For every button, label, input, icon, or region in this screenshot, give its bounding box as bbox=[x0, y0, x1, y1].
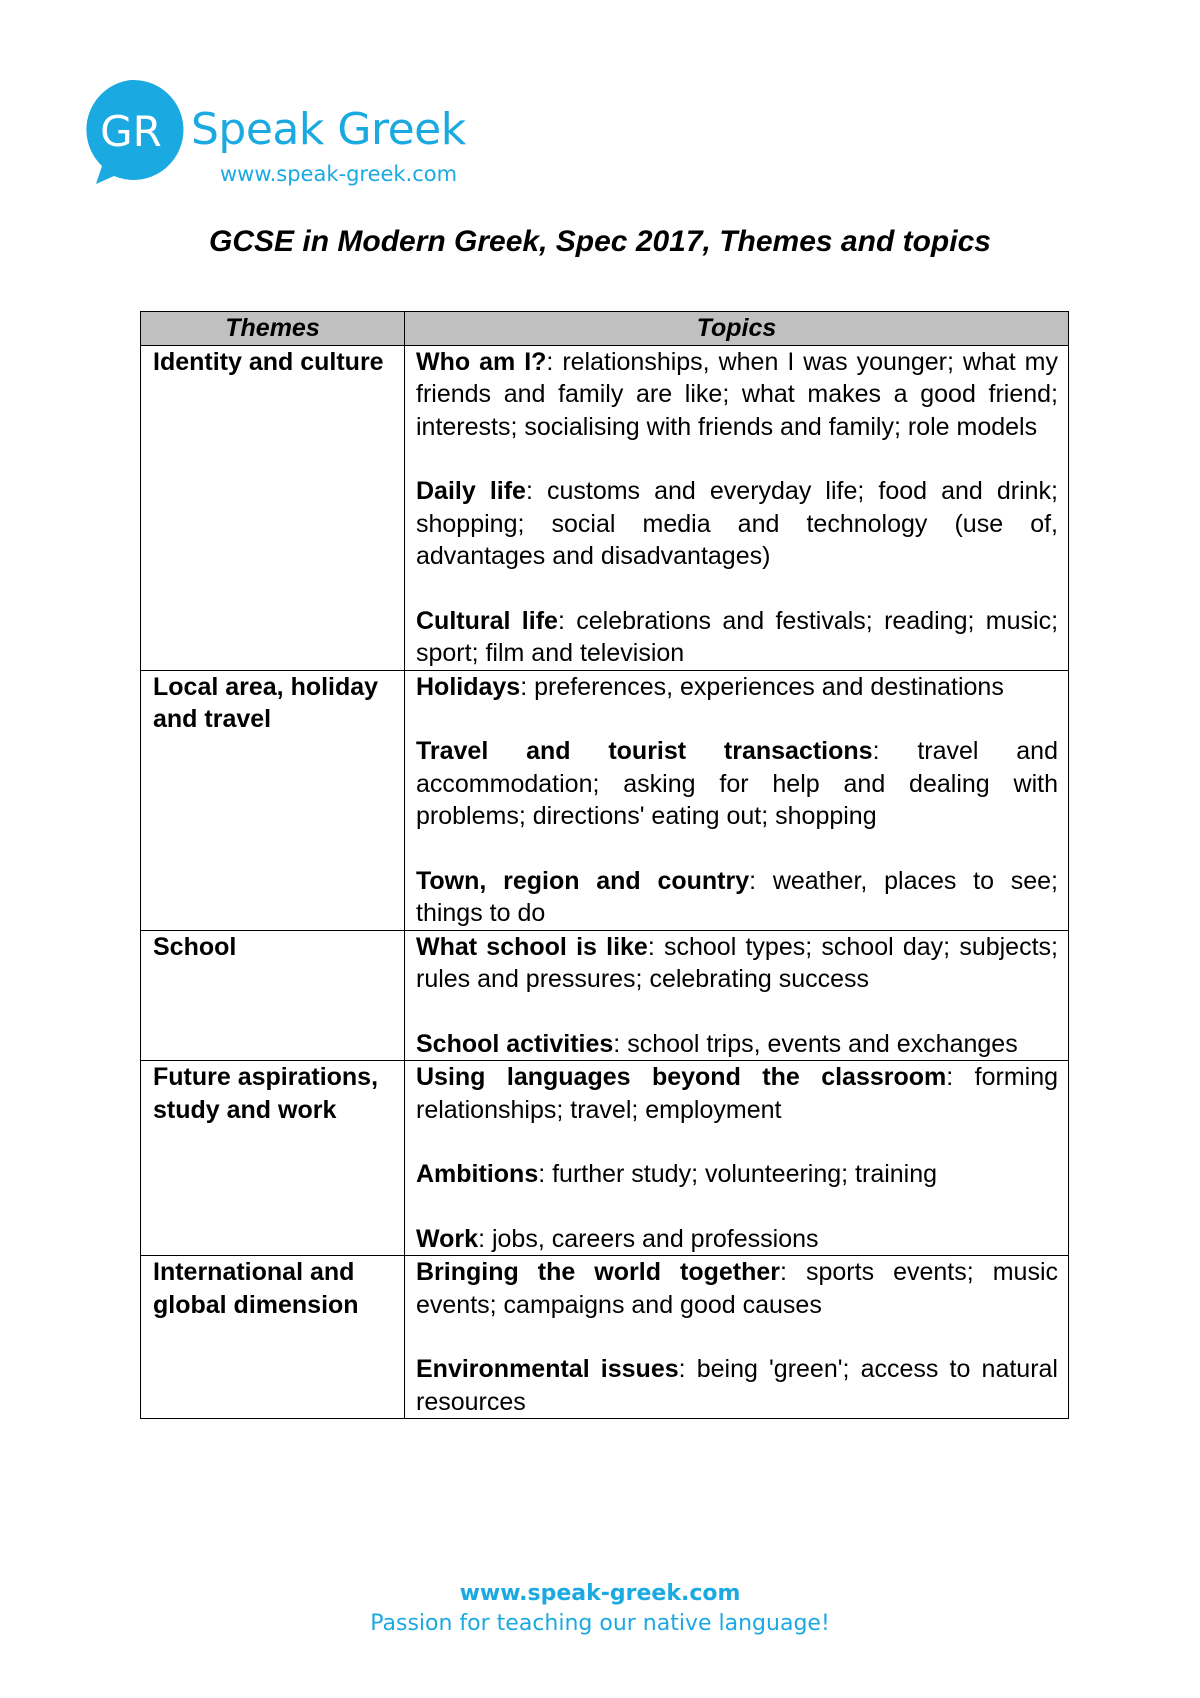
topic-item bbox=[416, 475, 1058, 573]
footer-url[interactable]: www.speak-greek.com bbox=[459, 1581, 741, 1606]
topic-name: What school is like bbox=[416, 932, 648, 961]
topic-item bbox=[416, 1028, 1058, 1061]
topic-description: : sports events; music events; campaigns and good causes bbox=[416, 1258, 1059, 1319]
topics-cell bbox=[405, 1256, 1069, 1419]
topics-cell bbox=[405, 1061, 1069, 1256]
table-row bbox=[141, 670, 1069, 930]
topic-name: School activities bbox=[416, 1029, 614, 1058]
footer-tagline: Passion for teaching our native language! bbox=[370, 1611, 830, 1636]
topic-item bbox=[416, 735, 1058, 833]
theme-cell: School bbox=[141, 930, 405, 1061]
table-body bbox=[141, 345, 1069, 1419]
topic-description: : weather, places to see; things to do bbox=[416, 866, 1058, 927]
table-row bbox=[141, 930, 1069, 1061]
topic-description: : jobs, careers and professions bbox=[478, 1224, 819, 1253]
topic-description: : travel and accommodation; asking for help and dealing with problems; directions' eating out; shopping bbox=[416, 737, 1058, 830]
topic-description: : customs and everyday life; food and drink; shopping; social media and technology (use of, advantages and disadvantages) bbox=[416, 477, 1059, 570]
topic-name: Town, region and country bbox=[416, 866, 750, 895]
logo-title: Speak Greek bbox=[191, 104, 466, 155]
theme-cell: Identity and culture bbox=[141, 345, 405, 670]
topic-item bbox=[416, 865, 1058, 930]
topic-name: Work bbox=[416, 1224, 479, 1253]
topic-item bbox=[416, 1256, 1058, 1321]
topic-name: Who am I? bbox=[416, 347, 547, 376]
topics-cell bbox=[405, 345, 1069, 670]
table-row bbox=[141, 1256, 1069, 1419]
topic-description: : being 'green'; access to natural resources bbox=[416, 1355, 1058, 1416]
topic-name: Daily life bbox=[416, 477, 526, 505]
topics-cell bbox=[405, 930, 1069, 1061]
topic-item bbox=[416, 1158, 1058, 1191]
topic-name: Environmental issues bbox=[416, 1355, 679, 1383]
topic-description: : forming relationships; travel; employment bbox=[416, 1063, 1059, 1124]
topic-name: Travel and tourist transactions bbox=[416, 737, 873, 765]
svg-text:GR: GR bbox=[100, 107, 162, 156]
themes-topics-table bbox=[140, 311, 1069, 1419]
topic-item bbox=[416, 1353, 1058, 1418]
topic-name: Holidays bbox=[416, 672, 521, 701]
topic-description: : preferences, experiences and destinations bbox=[520, 672, 1004, 701]
speech-bubble-logo-icon bbox=[76, 76, 186, 186]
page-title: GCSE in Modern Greek, Spec 2017, Themes and topics bbox=[209, 225, 991, 258]
topic-name: Cultural life bbox=[416, 606, 558, 635]
theme-cell: Future aspirations, study and work bbox=[141, 1061, 405, 1256]
table-row bbox=[141, 1061, 1069, 1256]
themes-column-header: Themes bbox=[141, 312, 405, 346]
topic-description: : relationships, when I was younger; what my friends and family are like; what makes a good friend; interests; socialising with friends and family; role models bbox=[416, 347, 1058, 441]
speak-greek-logo bbox=[76, 76, 496, 186]
topic-name: Ambitions bbox=[416, 1160, 539, 1188]
topics-column-header: Topics bbox=[405, 312, 1069, 346]
topic-name: Using languages beyond the classroom bbox=[416, 1063, 947, 1091]
logo-url[interactable]: www.speak-greek.com bbox=[220, 162, 458, 186]
topic-item bbox=[416, 605, 1058, 670]
theme-cell: International and global dimension bbox=[141, 1256, 405, 1419]
topic-description: : further study; volunteering; training bbox=[538, 1160, 938, 1188]
topic-item bbox=[416, 931, 1058, 996]
topic-item bbox=[416, 346, 1058, 444]
topic-name: Bringing the world together bbox=[416, 1258, 781, 1286]
topic-description: : school trips, events and exchanges bbox=[613, 1029, 1018, 1058]
topic-item bbox=[416, 1061, 1058, 1126]
topics-cell bbox=[405, 670, 1069, 930]
topic-item bbox=[416, 671, 1058, 704]
table-row bbox=[141, 345, 1069, 670]
theme-cell: Local area, holiday and travel bbox=[141, 670, 405, 930]
topic-description: : school types; school day; subjects; rules and pressures; celebrating success bbox=[416, 932, 1058, 993]
topic-item bbox=[416, 1223, 1058, 1256]
topic-description: : celebrations and festivals; reading; music; sport; film and television bbox=[416, 606, 1059, 667]
table-header-row bbox=[141, 312, 1069, 346]
